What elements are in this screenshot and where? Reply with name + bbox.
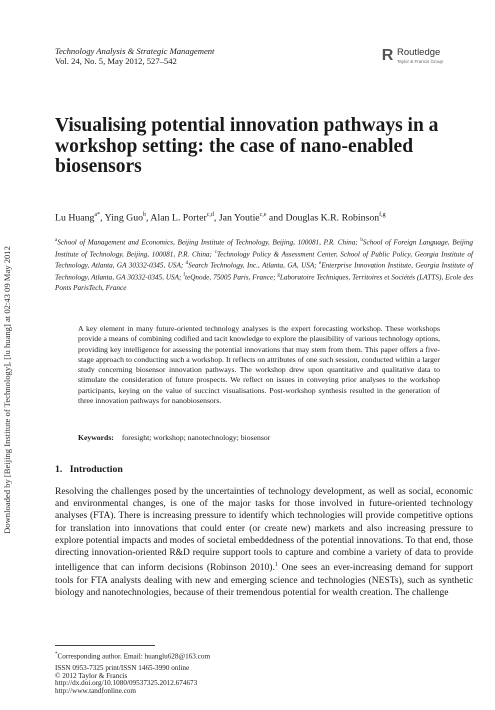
footnote-mark: *: [55, 652, 58, 657]
footnote: [55, 650, 210, 661]
introduction-text: [55, 486, 473, 599]
section-heading: 1. Introduction: [55, 464, 123, 475]
affiliation-text: Enterprise Innovation Institute, Georgia Institute of Technology, Atlanta, GA 30332-0345, USA;: [55, 261, 474, 282]
author-name: Alan L. Porter: [150, 212, 207, 224]
affiliation-text: Search Technology, Inc., Atlanta, GA, USA;: [188, 261, 320, 270]
routledge-logo-icon: R: [381, 47, 394, 64]
footnote-divider: [55, 645, 155, 646]
affiliations: [55, 236, 473, 293]
author-name: Jan Youtie: [218, 212, 260, 224]
author-affiliation-mark: f,g: [379, 212, 386, 218]
article-title: Visualising potential innovation pathways in a workshop setting: the case of nano-enabled biosensors: [55, 115, 439, 177]
author-affiliation-mark: b: [143, 212, 147, 218]
affiliation-mark: g: [277, 273, 280, 279]
affiliation-text: Laboratoire Techniques, Territoires et Sociétés (LATTS), Ecole des Ponts ParisTech, France: [55, 273, 474, 292]
download-watermark: [0, 190, 14, 590]
keywords: [78, 433, 440, 443]
affiliation-mark: f: [183, 273, 186, 279]
affiliation-text: School of Management and Economics, Beijing Institute of Technology, Beijing, 100081, P.R. China;: [57, 238, 361, 247]
affiliation-mark: a: [55, 238, 58, 243]
affiliation-mark: c: [214, 249, 217, 255]
author-name: Ying Guo: [104, 212, 144, 224]
author-name: Lu Huang: [55, 212, 95, 224]
keywords-label: Keywords:: [78, 433, 114, 442]
download-note: Downloaded by [Beijing Institute of Technology], [lu huang] at 02:43 09 May 2012: [2, 246, 12, 534]
author-name: Douglas K.R. Robinson: [285, 212, 380, 224]
intro-paragraph-continued: One sees an ever-increasing demand for support tools for FTA analysts dealing with new and emerging science and technologies (NESTs), such as synthetic biology and nanotechnologies, because of their tremendous potential for wealth creation. The challenge: [55, 563, 473, 598]
intro-paragraph: Resolving the challenges posed by the uncertainties of technology development, as well as social, economic and environmental changes, is one of the major tasks for those involved in future-oriented technology analyses (FTA). There is increasing pressure to identify which technologies will provide competitive options for translation into innovations that could enter (or create new) markets and also increasing pressure to explore potential impacts and modes of societal embeddedness of the potential innovations. To that end, those directing innovation-oriented R&D require support tools to capture and combine a variety of data to provide intelligence that can inform decisions (Robinson 2010).: [55, 487, 473, 574]
issn: ISSN 0953-7325 print/ISSN 1465-3990 online: [55, 664, 190, 672]
affiliation-text: School of Foreign Language, Beijing Institute of Technology, Beijing, 100081, P.R. China;: [55, 238, 474, 259]
journal-name: Technology Analysis & Strategic Management: [55, 46, 215, 56]
abstract: A key element in many future-oriented technology analyses is the expert forecasting workshop. These workshops provide a means of combining codified and tacit knowledge to explore the plausibility of various technology options, providing key intelligence for assessing the potential innovations that may stem from them. This paper offers a five-stage approach to conducting such a workshop. It reflects on attributes of one such session, conducted within a larger study concerning biosensor innovation pathways. The workshop drew upon quantitative and qualitative data to stimulate the consideration of future prospects. We reflect on issues in conveying prior analyses to the workshop participants, keying on the value of succinct visualisations. Post-workshop synthesis resulted in the generation of three innovation pathways for nanobiosensors.: [78, 324, 440, 406]
publisher-url[interactable]: http://www.tandfonline.com: [55, 687, 136, 696]
volume-info: Vol. 24, No. 5, May 2012, 527–542: [55, 56, 177, 66]
affiliation-mark: d: [185, 261, 189, 267]
doi-link[interactable]: http://dx.doi.org/10.1080/09537325.2012.674673: [55, 679, 198, 688]
affiliation-mark: e: [319, 261, 322, 267]
affiliation-text: teQnode, 75005 Paris, France;: [185, 273, 278, 282]
footnote-reference: 1: [274, 562, 278, 569]
author-affiliation-mark: a*: [94, 212, 101, 218]
affiliation-text: Technology Policy & Assessment Center, School of Public Policy, Georgia Institute of Technology, Atlanta, GA 30332-0345, USA;: [55, 250, 473, 270]
copyright: © 2012 Taylor & Francis: [55, 671, 128, 680]
footnote-text: Corresponding author. Email: huanglu628@163.com: [57, 652, 211, 661]
author-affiliation-mark: c,d: [206, 212, 214, 218]
author-affiliation-mark: c,e: [259, 212, 267, 218]
author-list: Lu Huang$^{a*}$, Ying Guo$^b$, Alan L. Porter$^{c,d}$, Jan Youtie$^{c,e}$ and Douglas K.R. Robinson$^{f,g}$: [55, 212, 386, 224]
publication-info: [55, 665, 197, 696]
publisher-group: Taylor & Francis Group: [397, 59, 444, 64]
publisher-name: Routledge: [397, 47, 441, 58]
publisher-logo: [381, 47, 471, 69]
affiliation-mark: b: [360, 238, 363, 243]
keywords-list: foresight; workshop; nanotechnology; biosensor: [121, 433, 271, 442]
